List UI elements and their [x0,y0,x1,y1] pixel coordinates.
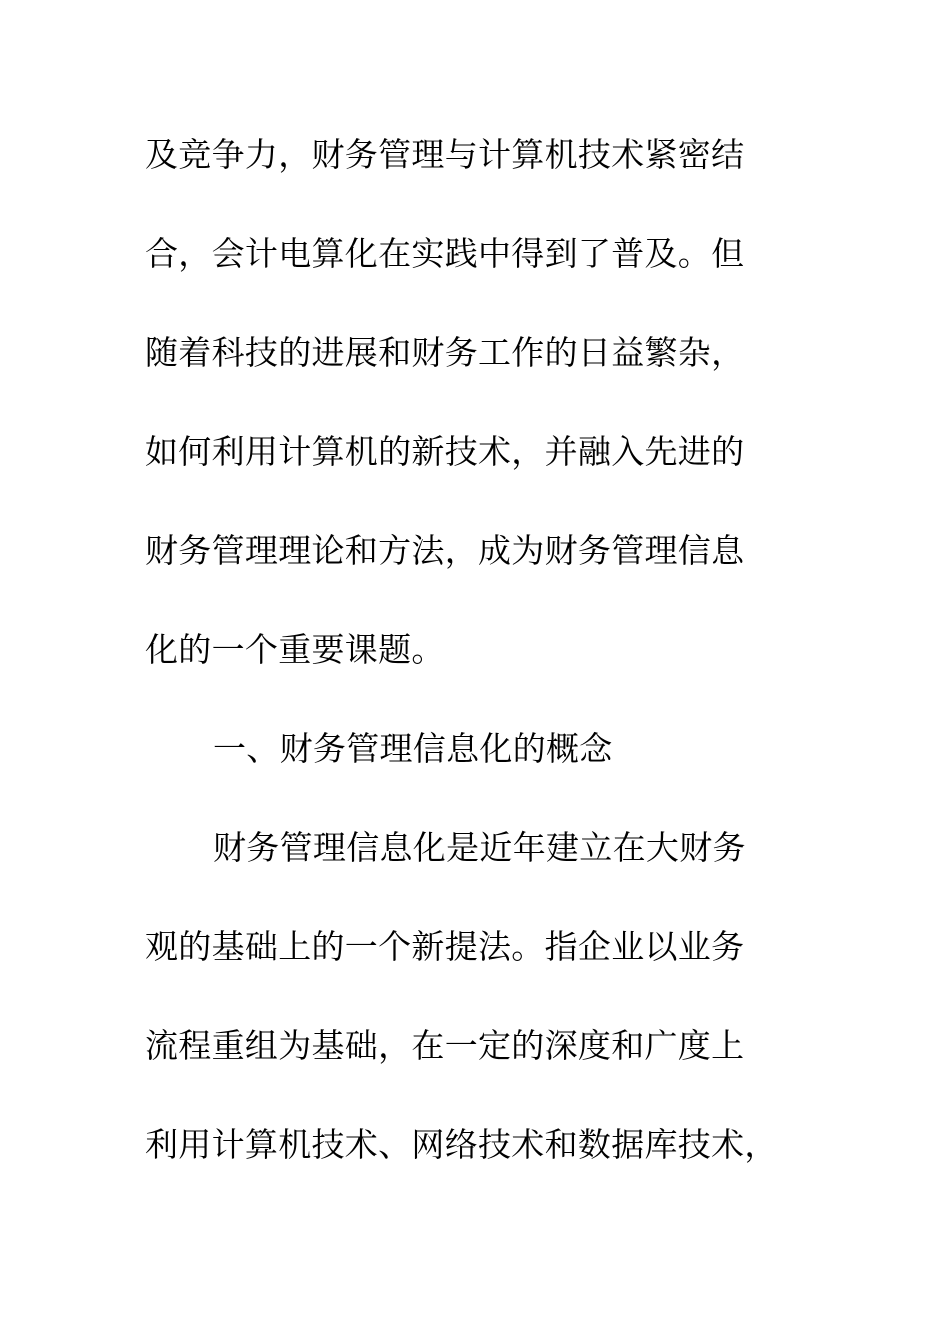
section-heading: 一、财务管理信息化的概念 [213,729,613,768]
paragraph-line: 化的一个重要课题。 [145,630,445,669]
paragraph-line: 财务管理理论和方法，成为财务管理信息 [145,531,745,570]
paragraph-line: 随着科技的进展和财务工作的日益繁杂， [145,333,745,372]
paragraph-line: 如何利用计算机的新技术，并融入先进的 [145,432,745,471]
paragraph-line: 流程重组为基础，在一定的深度和广度上 [145,1026,745,1065]
paragraph-line: 财务管理信息化是近年建立在大财务 [213,828,746,867]
paragraph-line: 及竞争力，财务管理与计算机技术紧密结 [145,135,745,174]
paragraph-line: 合，会计电算化在实践中得到了普及。但 [145,234,745,273]
paragraph-line: 利用计算机技术、网络技术和数据库技术， [145,1125,778,1164]
paragraph-line: 观的基础上的一个新提法。指企业以业务 [145,927,745,966]
